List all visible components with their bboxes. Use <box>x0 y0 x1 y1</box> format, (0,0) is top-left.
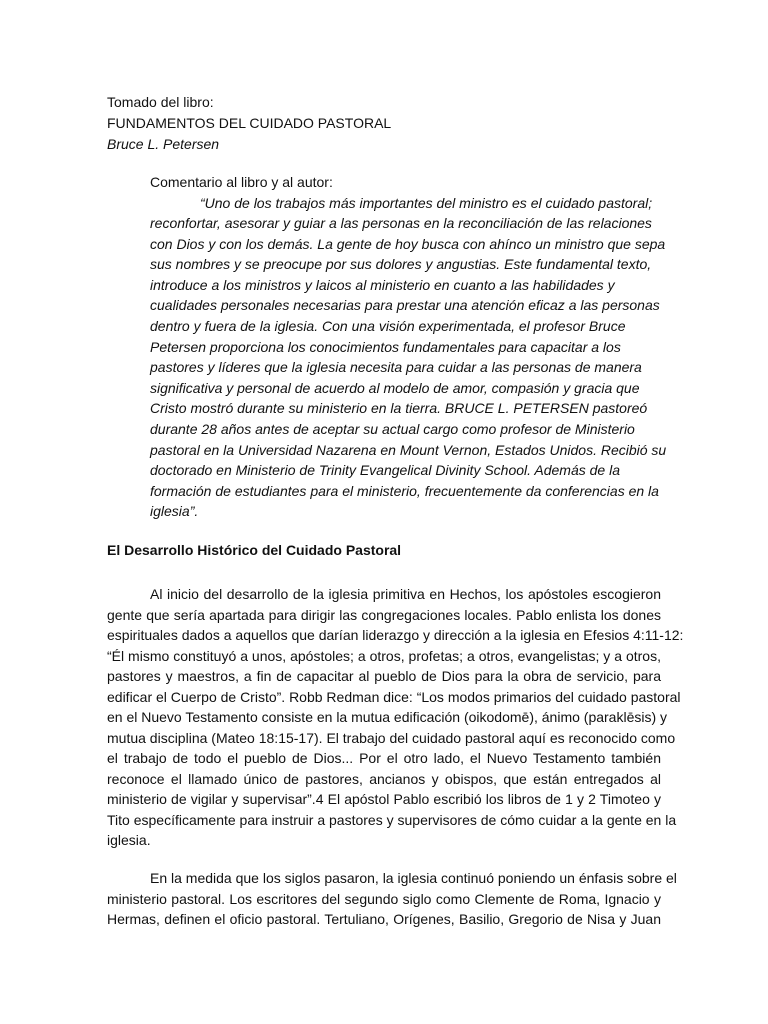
quote-line: reconfortar, asesorar y guiar a las personas en la reconciliación de las relaciones <box>150 215 652 232</box>
paragraph-line: edificar el Cuerpo de Cristo”. Robb Redman dice: “Los modos primarios del cuidado pastoral <box>107 688 681 705</box>
paragraph-line: en el Nuevo Testamento consiste en la mutua edificación (oikodomē), ánimo (paraklēsis) y <box>107 709 668 725</box>
quote-line: sus nombres y se preocupe por sus dolores y angustias. Este fundamental texto, <box>150 256 652 273</box>
quote-line: Cristo mostró durante su ministerio en la tierra. BRUCE L. PETERSEN pastoreó <box>150 400 648 417</box>
book-header <box>107 92 667 155</box>
paragraph-line: ministerio pastoral. Los escritores del segundo siglo como Clemente de Roma, Ignacio y <box>107 890 661 907</box>
paragraph-line: pastores y maestros, a fin de capacitar al pueblo de Dios para la obra de servicio, para <box>107 668 661 684</box>
comment-quote <box>150 193 670 523</box>
comment-title: Comentario al libro y al autor: <box>150 174 333 190</box>
quote-line: iglesia”. <box>150 503 199 520</box>
book-comment <box>150 172 670 522</box>
author-name: Bruce L. Petersen <box>107 136 220 152</box>
quote-line: formación de estudiantes para el ministerio, frecuentemente da conferencias en la <box>150 482 659 499</box>
quote-line: durante 28 años antes de aceptar su actual cargo como profesor de Ministerio <box>150 421 635 438</box>
book-title: FUNDAMENTOS DEL CUIDADO PASTORAL <box>107 115 392 131</box>
quote-line: con Dios y con los demás. La gente de hoy busca con ahínco un ministro que sepa <box>150 235 666 252</box>
paragraph-line: gente que sería apartada para dirigir las congregaciones locales. Pablo enlista los dones <box>107 606 661 623</box>
paragraph-2 <box>107 868 677 930</box>
paragraph-line: Hermas, definen el oficio pastoral. Tertuliano, Orígenes, Basilio, Gregorio de Nisa y Juan <box>107 911 661 927</box>
paragraph-line: En la medida que los siglos pasaron, la iglesia continuó poniendo un énfasis sobre el <box>150 870 677 886</box>
paragraph-line: mutua disciplina (Mateo 18:15-17). El trabajo del cuidado pastoral aquí es reconocido como <box>107 729 676 746</box>
quote-line: pastoral en la Universidad Nazarena en Mount Vernon, Estados Unidos. Recibió su <box>150 441 667 458</box>
quote-line: “Uno de los trabajos más importantes del ministro es el cuidado pastoral; <box>200 194 653 211</box>
paragraph-line: iglesia. <box>107 832 151 848</box>
quote-line: introduce a los ministros y laicos al ministerio en cuanto a las habilidades y <box>150 276 615 293</box>
quote-line: cualidades personales necesarias para prestar una atención eficaz a las personas <box>150 297 660 314</box>
paragraph-line: ministerio de vigilar y supervisar”.4 El apóstol Pablo escribió los libros de 1 y 2 Timoteo y <box>107 791 661 807</box>
paragraph-line: “Él mismo constituyó a unos, apóstoles; a otros, profetas; a otros, evangelistas; y a otros, <box>107 647 661 664</box>
paragraph-line: reconoce el llamado único de pastores, ancianos y obispos, que están entregados al <box>107 770 661 787</box>
quote-line: significativa y personal de acuerdo al modelo de amor, compasión y gracia que <box>150 379 640 396</box>
paragraph-1 <box>107 584 684 851</box>
quote-line: dentro y fuera de la iglesia. Con una visión experimentada, el profesor Bruce <box>150 318 626 335</box>
paragraph-line: espirituales dados a aquellos que darían liderazgo y dirección a la iglesia en Efesios 4:11-12: <box>107 627 684 643</box>
paragraph-line: Tito específicamente para instruir a pastores y supervisores de cómo cuidar a la gente en la <box>107 811 677 828</box>
paragraph-line: Al inicio del desarrollo de la iglesia primitiva en Hechos, los apóstoles escogieron <box>150 586 661 602</box>
paragraph-line: el trabajo de todo el pueblo de Dios... Por el otro lado, el Nuevo Testamento también <box>107 750 661 766</box>
quote-line: Petersen proporciona los conocimientos fundamentales para capacitar a los <box>150 338 621 355</box>
quote-line: pastores y líderes que la iglesia necesita para cuidar a las personas de manera <box>150 359 642 376</box>
source-label: Tomado del libro: <box>107 94 214 110</box>
quote-line: doctorado en Ministerio de Trinity Evangelical Divinity School. Además de la <box>150 462 621 479</box>
section-heading: El Desarrollo Histórico del Cuidado Pastoral <box>107 542 402 558</box>
